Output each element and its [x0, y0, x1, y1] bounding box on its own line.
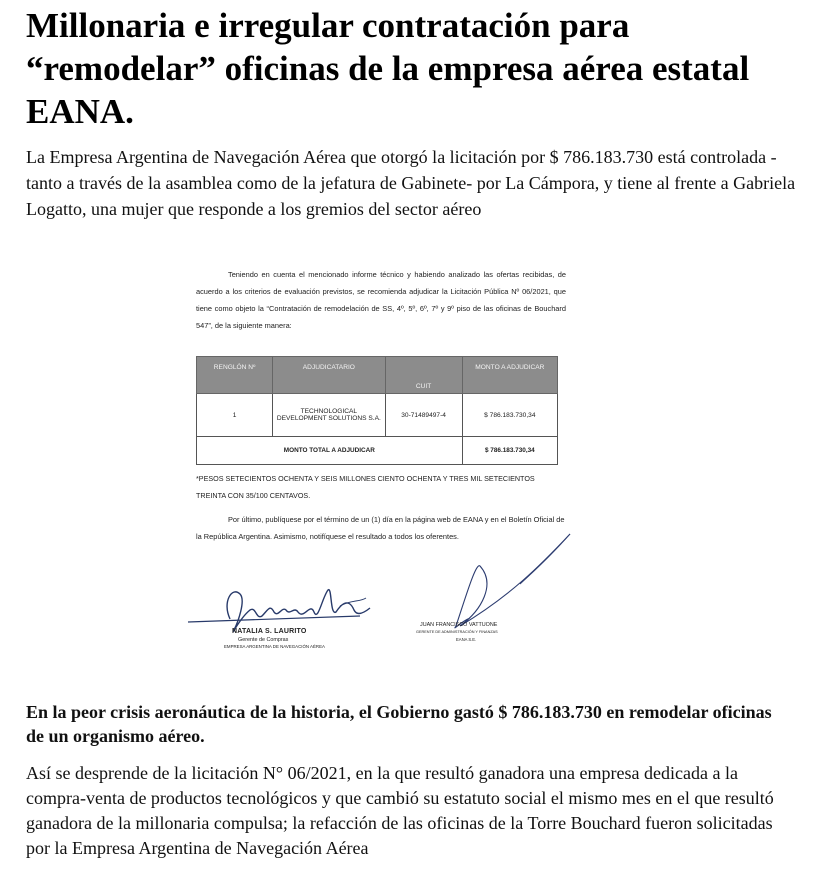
- total-label: MONTO TOTAL A ADJUDICAR: [197, 437, 463, 465]
- document-scan-image: [160, 236, 606, 655]
- signature-2-org: EANA S.E.: [456, 637, 477, 642]
- document-paragraph-recommendation: [196, 266, 566, 334]
- article-lead: La Empresa Argentina de Navegación Aérea que otorgó la licitación por $ 786.183.730 está controlada -tanto a través de la asamblea como de la jefatura de Gabinete- por La Cámpora, y tiene al frente a Gabriela Logatto, una mujer que responde a los gremios del sector aéreo: [26, 147, 796, 219]
- signature-1-name: NATALIA S. LAURITO: [232, 628, 307, 635]
- article-body: Así se desprende de la licitación N° 06/2021, en la que resultó ganadora una empresa dedicada a la compra-venta de productos tecnológicos y que cambió su estatuto social el mismo mes en el que resultó ganadora de la millonaria compulsa; la refacción de las oficinas de la Torre Bouchard fueron solicitadas por la Empresa Argentina de Navegación Aérea: [26, 763, 774, 858]
- signature-1-flourish: [340, 598, 366, 606]
- header-adjudicatario: ADJUDICATARIO: [273, 357, 385, 394]
- signature-1-org: EMPRESA ARGENTINA DE NAVEGACIÓN AÉREA: [224, 644, 325, 649]
- total-value: $ 786.183.730,34: [462, 437, 557, 465]
- header-monto: MONTO A ADJUDICAR: [462, 357, 557, 394]
- table-total-row: [197, 437, 558, 465]
- cell-adjudicatario: TECHNOLOGICAL DEVELOPMENT SOLUTIONS S.A.: [273, 394, 385, 437]
- table-header-row: [197, 357, 558, 394]
- cell-cuit: 30-71489497-4: [385, 394, 462, 437]
- article-headline: Millonaria e irregular contratación para “remodelar” oficinas de la empresa aérea estatal EANA.: [26, 6, 750, 131]
- signature-2-name: JUAN FRANCISCO VATTUONE: [420, 622, 498, 628]
- document-paragraph-publication-text: Por último, publíquese por el término de un (1) día en la página web de EANA y en el Boletín Oficial de la República Argentina. Asimismo, notifíquese el resultado a todos los oferentes.: [196, 515, 565, 541]
- cell-monto: $ 786.183.730,34: [462, 394, 557, 437]
- signature-1-scribble: [227, 590, 370, 632]
- signatures-graphic: [160, 526, 606, 655]
- header-cuit: CUIT: [385, 357, 462, 394]
- cell-renglon: 1: [197, 394, 273, 437]
- article-subheading: En la peor crisis aeronáutica de la historia, el Gobierno gastó $ 786.183.730 en remodelar oficinas de un organismo aéreo.: [26, 702, 772, 746]
- signature-1-underline: [188, 616, 360, 622]
- amount-in-words: *PESOS SETECIENTOS OCHENTA Y SEIS MILLONES CIENTO OCHENTA Y TRES MIL SETECIENTOS TREINTA CON 35/100 CENTAVOS.: [196, 474, 535, 500]
- signature-1-role: Gerente de Compras: [238, 637, 289, 643]
- adjudication-table: [196, 356, 558, 465]
- header-renglon: RENGLÓN Nº: [197, 357, 273, 394]
- signature-2-role: GERENTE DE ADMINISTRACIÓN Y FINANZAS: [416, 630, 498, 634]
- table-row: [197, 394, 558, 437]
- document-paragraph-recommendation-text: Teniendo en cuenta el mencionado informe técnico y habiendo analizado las ofertas recibidas, de acuerdo a los criterios de evaluación previstos, se recomienda adjudicar la Licitación Pública Nº 06/2021, que tiene como objeto la “Contratación de remodelación de SS, 4º, 5º, 6º, 7º y 9º piso de las oficinas de Bouchard 547”, de la siguiente manera:: [196, 270, 566, 330]
- signature-2-scribble: [455, 534, 570, 628]
